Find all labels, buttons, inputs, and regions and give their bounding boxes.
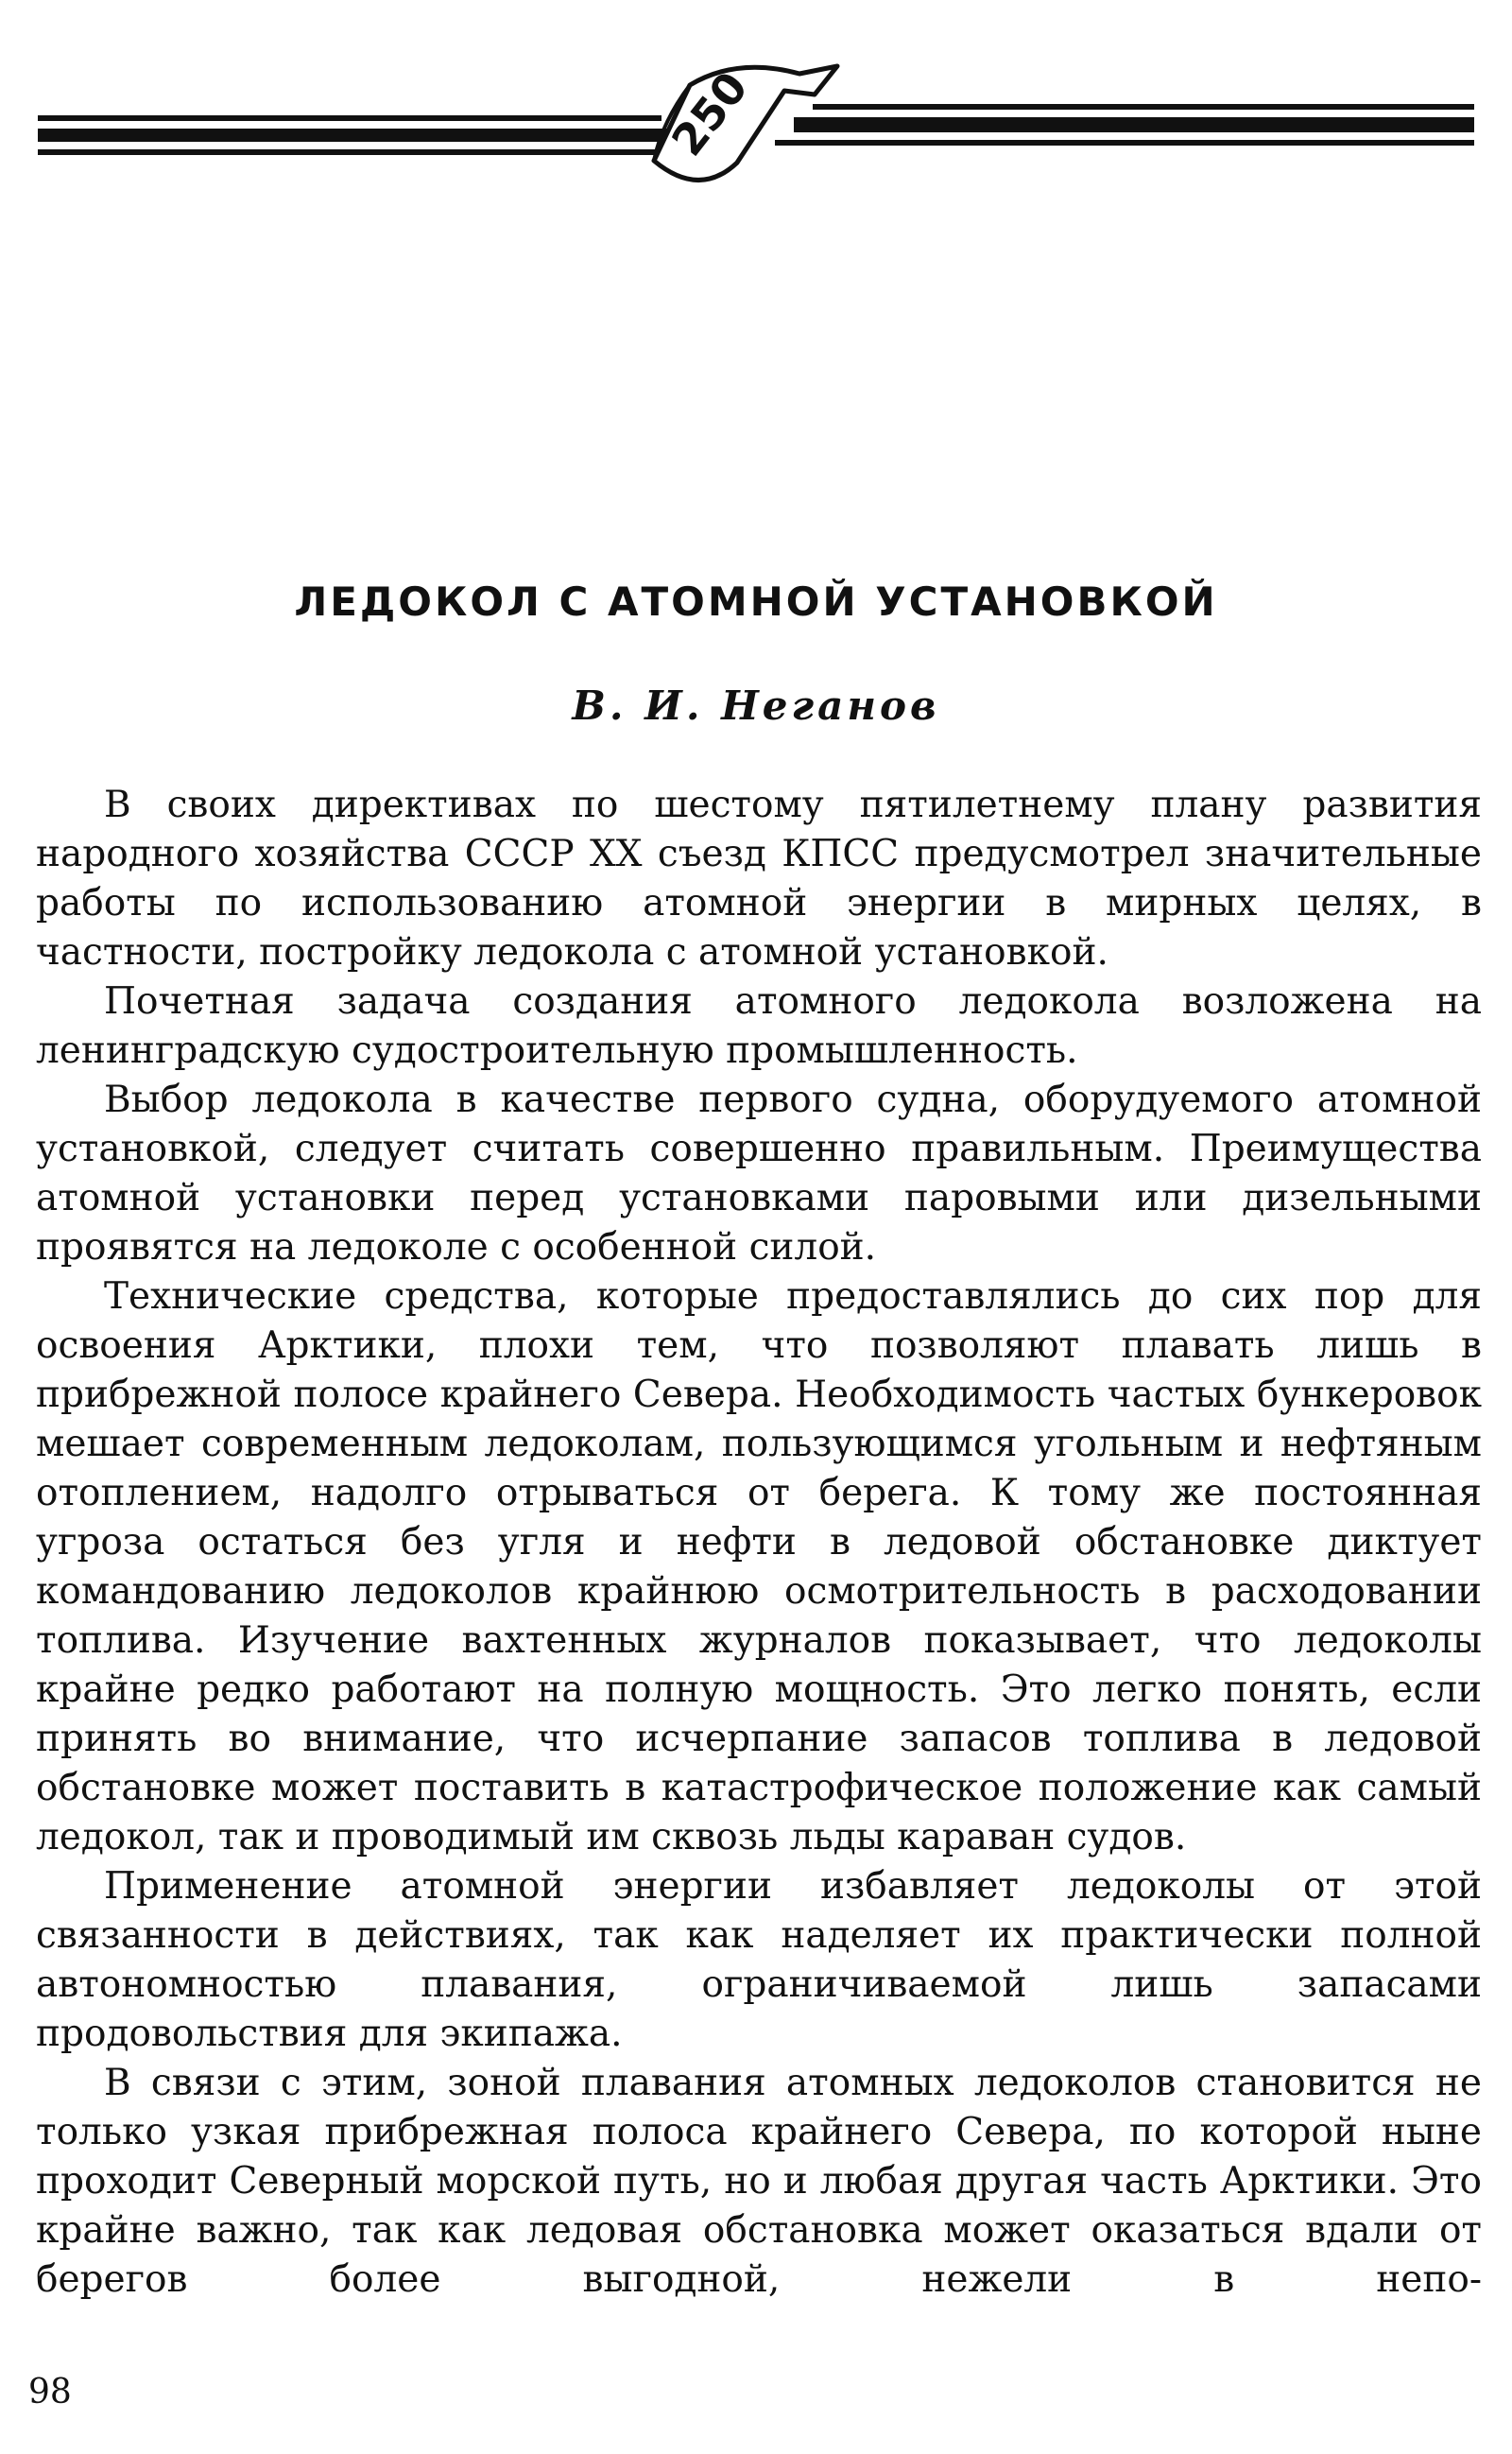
ornament-rule-right-top (813, 104, 1474, 110)
ornament-rule-left-thick (38, 129, 680, 142)
paragraph (36, 977, 1482, 1076)
paragraph-text: Применение атомной энергии избавляет ледоколы от этой связанности в действиях, так как наделяет их практически полной автономностью плавания, ограничиваемой лишь запасами продовольствия для экипажа. (36, 1865, 1482, 2055)
article-title: ЛЕДОКОЛ С АТОМНОЙ УСТАНОВКОЙ (294, 579, 1218, 625)
paragraph-text: Выбор ледокола в качестве первого судна, оборудуемого атомной установкой, следует считать совершенно правильным. Преимущества атомной установки перед установками паровыми или дизельными проявятся на ледоколе с особенной силой. (36, 1079, 1482, 1269)
ornament-rule-left-top (38, 115, 662, 121)
paragraph-text: Почетная задача создания атомного ледокола возложена на ленинградскую судостроительную промышленность. (36, 980, 1482, 1072)
ornament-rule-left-bottom (38, 149, 662, 155)
page-number: 98 (28, 2373, 72, 2411)
paragraph-text: В своих директивах по шестому пятилетнему плану развития народного хозяйства СССР XX съезд КПСС предусмотрел значительные работы по использованию атомной энергии в мирных целях, в частности, постройку ледокола с атомной установкой. (36, 784, 1482, 974)
header-ornament (38, 57, 1474, 199)
paragraph-text: В связи с этим, зоной плавания атомных ледоколов становится не только узкая прибрежная полоса крайнего Севера, по которой ныне проходит Северный морской путь, но и любая другая часть Арктики. Это крайне важно, так как ледовая обстановка может оказаться вдали от берегов более выгодной, нежели в непо- (36, 2062, 1482, 2301)
paragraph (36, 1272, 1482, 1862)
paragraph (36, 1076, 1482, 1272)
paragraph-text: Технические средства, которые предоставлялись до сих пор для освоения Арктики, плохи тем, что позволяют плавать лишь в прибрежной полосе крайнего Севера. Необходимость частых бункеровок мешает современным ледоколам, пользующимся угольным и нефтяным отоплением, надолго отрываться от берега. К тому же постоянная угроза остаться без угля и нефти в ледовой обстановке диктует командованию ледоколов крайнюю осмотрительность в расходовании топлива. Изучение вахтенных журналов показывает, что ледоколы крайне редко работают на полную мощность. Это легко понять, если принять во внимание, что исчерпание запасов топлива в ледовой обстановке может поставить в катастрофическое положение как самый ледокол, так и проводимый им сквозь льды караван судов. (36, 1275, 1482, 1858)
article-body (36, 781, 1482, 2305)
badge-number: 250 (662, 61, 758, 165)
ornament-rule-right-bottom (775, 140, 1474, 146)
paragraph (36, 781, 1482, 977)
article-author: В. И. Неганов (572, 683, 940, 729)
ornament-rule-right-thick (794, 117, 1474, 132)
paragraph (36, 1862, 1482, 2059)
paragraph (36, 2059, 1482, 2305)
